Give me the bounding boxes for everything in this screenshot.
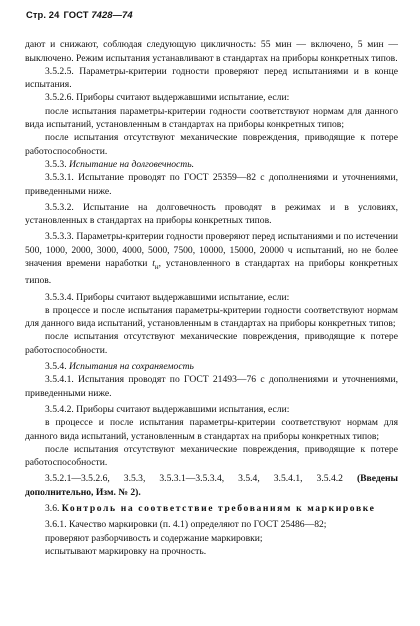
condition-parameters: в процессе и после испытания параметры-критерии соответствуют нормам для данного вида испытаний, установленным в стандартах на приборы конкретных типов;: [25, 417, 398, 442]
section-title: Контроль на соответствие требованиям к маркировке: [61, 503, 376, 514]
standard-label: ГОСТ: [63, 9, 89, 20]
section-title: Испытание на долговечность.: [69, 158, 195, 170]
amendment-clauses: 3.5.2.1—3.5.2.6, 3.5.3, 3.5.3.1—3.5.3.4, 3.5.4, 3.5.4.1, 3.5.4.2: [45, 473, 357, 485]
condition-damage: после испытания отсутствуют механические повреждения, приводящие к потере работоспособности.: [25, 132, 398, 157]
paragraph-continued: дают и снижают, соблюдая следующую цикличность: 55 мин — включено, 5 мин — выключено. Режим испытания устанавливают в стандартах на приборы конкретных типов.: [25, 39, 398, 64]
condition-parameters: в процессе и после испытания параметры-критерии годности соответствуют нормам для данного вида испытаний, установленным в стандартах на приборы конкретных типов;: [25, 304, 398, 330]
standard-number: 7428—74: [91, 9, 133, 20]
section-number: 3.5.3.: [45, 158, 67, 170]
clause-3-6-1: 3.6.1. Качество маркировки (п. 4.1) определяют по ГОСТ 25486—82;: [45, 519, 327, 531]
amendment-note: [25, 472, 398, 499]
clause-3-5-2-5: 3.5.2.5. Параметры-критерии годности проверяют перед испытаниями и в конце испытания.: [25, 65, 398, 91]
page-header: [25, 8, 398, 21]
clause-3-5-4-2: 3.5.4.2. Приборы считают выдержавшими испытания, если:: [45, 403, 290, 415]
section-3-5-4-heading: [25, 360, 398, 373]
section-number: 3.5.4.: [45, 361, 67, 373]
section-title: Испытания на сохраняемость: [69, 361, 194, 373]
section-3-5-3-heading: [25, 158, 398, 171]
time-variable-subscript: н: [154, 262, 159, 271]
check-readability: проверяют разборчивость и содержание маркировки;: [45, 532, 263, 544]
section-3-6-heading: [25, 502, 398, 515]
clause-3-5-3-2: 3.5.3.2. Испытание на долговечность проводят в режимах и в условиях, установленных в стандартах на приборы конкретных типов.: [25, 201, 398, 227]
check-durability: испытывают маркировку на прочность.: [45, 545, 207, 557]
time-variable: t: [152, 258, 155, 270]
clause-3-5-3-1: 3.5.3.1. Испытание проводят по ГОСТ 25359—82 с дополнениями и уточнениями, приведенными ниже.: [25, 172, 398, 197]
clause-3-5-3-3: [25, 230, 398, 287]
condition-parameters: после испытания параметры-критерии годности соответствуют нормам для данного вида испытаний, установленным в стандартах на приборы конкретных типов;: [25, 105, 398, 131]
clause-3-5-2-6: 3.5.2.6. Приборы считают выдержавшими испытание, если:: [45, 92, 290, 104]
clause-text-b: , установленного в стандартах на приборы конкретных типов.: [25, 258, 398, 287]
page-number: Стр. 24: [26, 9, 60, 20]
clause-3-5-3-4: 3.5.3.4. Приборы считают выдержавшими испытание, если:: [45, 291, 290, 303]
clause-text-a: 3.5.3.3. Параметры-критерии годности проверяют перед испытаниями и по истечении 500, 1000, 2000, 3000, 4000, 5000, 7500, 10000, 15000, 20000 ч испытаний, но не более значения времени наработки: [25, 231, 398, 270]
clause-3-5-4-1: 3.5.4.1. Испытания проводят по ГОСТ 21493—76 с дополнениями и уточнениями, приведенными ниже.: [25, 374, 398, 399]
condition-damage: после испытания отсутствуют механические повреждения, приводящие к потере работоспособности.: [25, 443, 398, 469]
section-number: 3.6.: [45, 503, 60, 514]
condition-damage: после испытания отсутствуют механические повреждения, приводящие к потере работоспособности.: [25, 331, 398, 356]
amendment-label: (Введены дополнительно, Изм. № 2).: [25, 473, 398, 498]
